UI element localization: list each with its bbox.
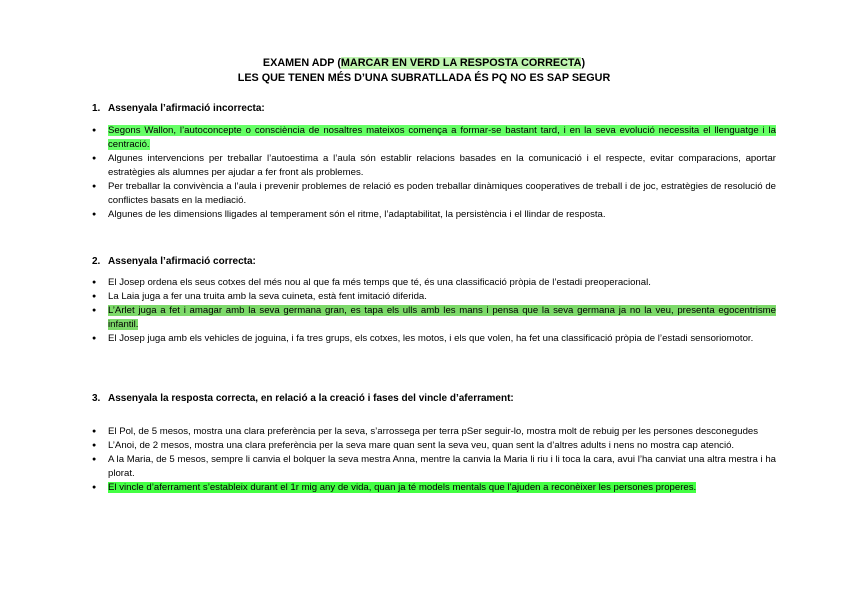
option-2-3 bbox=[92, 304, 776, 332]
option-2-2 bbox=[92, 290, 776, 304]
question-3-options bbox=[92, 425, 776, 495]
option-1-2-text: Algunes intervencions per treballar l’autoestima a l’aula són establir relacions basades en la comunicació i el respecte, evitar comparacions, aportar estratègies als alumnes per ajudar a fer front als problemes. bbox=[108, 153, 776, 178]
option-1-4-text: Algunes de les dimensions lligades al temperament són el ritme, l’adaptabilitat, la persistència i el llindar de resposta. bbox=[108, 209, 606, 220]
option-2-1 bbox=[92, 276, 776, 290]
option-1-4 bbox=[92, 208, 776, 222]
option-3-1 bbox=[92, 425, 776, 439]
option-3-1-text: El Pol, de 5 mesos, mostra una clara preferència per la seva, s’arrossega per terra pSer seguir-lo, mostra molt de rebuig per les persones desconegudes bbox=[108, 426, 759, 437]
question-2-heading bbox=[92, 256, 256, 267]
question-1-text: Assenyala l’afirmació incorrecta: bbox=[108, 103, 265, 114]
question-3-number: 3. bbox=[92, 393, 101, 404]
title-prefix: EXAMEN ADP ( bbox=[262, 57, 341, 69]
option-3-2 bbox=[92, 439, 776, 453]
option-1-1 bbox=[92, 124, 776, 152]
exam-title-line1 bbox=[0, 56, 848, 71]
question-3-heading bbox=[92, 393, 514, 404]
option-2-3-text: L’Arlet juga a fet i amagar amb la seva germana gran, es tapa els ulls amb les mans i pensa que la seva germana ja no la veu, presenta egocentrisme infantil. bbox=[108, 305, 776, 330]
title-highlight: MARCAR EN VERD LA RESPOSTA CORRECTA bbox=[340, 57, 582, 69]
option-2-2-text: La Laia juga a fer una truita amb la seva cuineta, està fent imitació diferida. bbox=[108, 291, 427, 302]
question-3-text: Assenyala la resposta correcta, en relació a la creació i fases del vincle d’aferrament: bbox=[108, 393, 514, 404]
option-1-2 bbox=[92, 152, 776, 180]
option-2-4-text: El Josep juga amb els vehicles de joguina, i fa tres grups, els cotxes, les motos, i els que volen, ha fet una classificació pròpia de l’estadi sensoriomotor. bbox=[108, 333, 754, 344]
option-2-1-text: El Josep ordena els seus cotxes del més nou al que fa més temps que té, és una classificació pròpia de l’estadi preoperacional. bbox=[108, 277, 651, 288]
option-3-4-text: El vincle d’aferrament s’estableix durant el 1r mig any de vida, quan ja té models mentals que l’ajuden a reconèixer les persones properes. bbox=[108, 482, 697, 493]
question-2-number: 2. bbox=[92, 256, 101, 267]
option-1-1-text: Segons Wallon, l’autoconcepte o consciència de nosaltres mateixos comença a formar-se bastant tard, i en la seva evolució necessita el llenguatge i la centració. bbox=[108, 125, 776, 150]
option-3-3-text: A la Maria, de 5 mesos, sempre li canvia el bolquer la seva mestra Anna, mentre la canvia la Maria li riu i li toca la cara, avui l’ha canviat una altra mestra i ha plorat. bbox=[108, 454, 776, 479]
option-2-4 bbox=[92, 332, 776, 346]
title-suffix: ) bbox=[581, 57, 586, 69]
option-1-3-text: Per treballar la convivència a l’aula i prevenir problemes de relació es poden treballar dinàmiques cooperatives de treball i de joc, estratègies de resolució de conflictes basats en la mediació. bbox=[108, 181, 776, 206]
option-1-3 bbox=[92, 180, 776, 208]
question-2-text: Assenyala l’afirmació correcta: bbox=[108, 256, 256, 267]
option-3-3 bbox=[92, 453, 776, 481]
question-1-heading bbox=[92, 103, 265, 114]
option-3-2-text: L’Anoi, de 2 mesos, mostra una clara preferència per la seva mare quan sent la seva veu, quan sent la d’altres adults i nens no mostra cap atenció. bbox=[108, 440, 735, 451]
exam-title-line2: LES QUE TENEN MÉS D’UNA SUBRATLLADA ÉS PQ NO ES SAP SEGUR bbox=[237, 72, 611, 84]
question-2-options bbox=[92, 276, 776, 346]
question-1-number: 1. bbox=[92, 103, 101, 114]
question-1-options bbox=[92, 124, 776, 222]
option-3-4 bbox=[92, 481, 776, 495]
